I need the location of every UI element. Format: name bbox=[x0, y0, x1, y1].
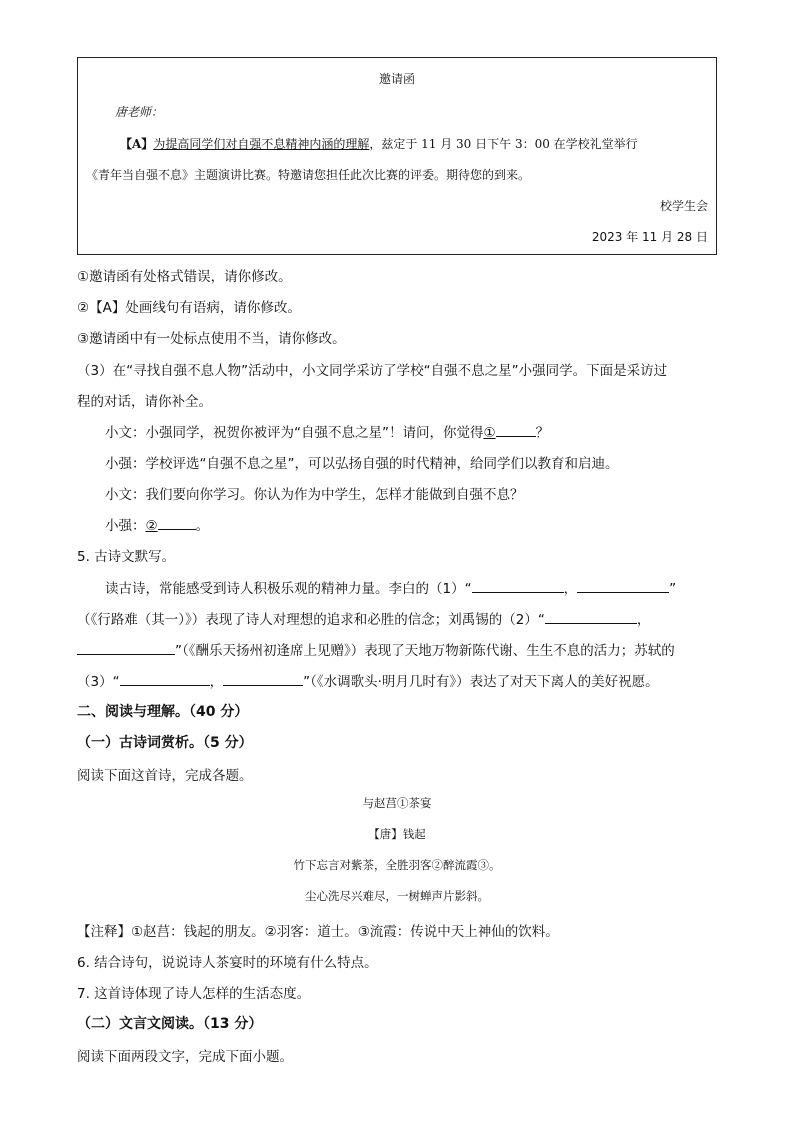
dialogue-2: 小强：学校评选“自强不息之星”，可以弘扬自强的时代精神，给同学们以教育和启迪。 bbox=[105, 456, 619, 472]
subsection2-heading: （二）文言文阅读。（13 分） bbox=[77, 1016, 263, 1032]
poem-blank-1a[interactable] bbox=[472, 578, 564, 593]
poem-blank-1b[interactable] bbox=[577, 578, 669, 593]
q3-line2: 程的对话，请你补全。 bbox=[77, 394, 212, 410]
invitation-body-line2: 《青年当自强不息》主题演讲比赛。特邀请您担任此次比赛的评委。期待您的到来。 bbox=[86, 168, 531, 182]
invitation-body-line1 bbox=[120, 135, 638, 152]
poem-line-1: 竹下忘言对紫茶，全胜羽客②醉流霞③。 bbox=[293, 858, 501, 872]
invitation-body1-rest: ，兹定于 11 月 30 日下午 3：00 在学校礼堂举行 bbox=[369, 137, 638, 151]
q5-comma-3: ， bbox=[209, 674, 224, 690]
subsection1-heading: （一）古诗词赏析。（5 分） bbox=[77, 735, 253, 751]
dialogue-1-mark: ① bbox=[483, 425, 496, 441]
poem-blank-3b[interactable] bbox=[223, 671, 303, 686]
q5-line4 bbox=[77, 670, 659, 690]
poem-blank-2a[interactable] bbox=[545, 609, 637, 624]
q5-line2 bbox=[77, 608, 650, 628]
question-7: 7. 这首诗体现了诗人怎样的生活态度。 bbox=[77, 986, 311, 1002]
poem-notes: 【注释】①赵莒：钱起的朋友。②羽客：道士。③流霞：传说中天上神仙的饮料。 bbox=[77, 924, 559, 940]
poem-line-2: 尘心洗尽兴难尽，一树蝉声片影斜。 bbox=[305, 889, 489, 903]
underlined-sentence: 为提高同学们对自强不息精神内涵的理解 bbox=[153, 137, 370, 151]
invitation-date: 2023 年 11 月 28 日 bbox=[591, 230, 708, 244]
q5-line1 bbox=[105, 577, 676, 597]
instruction-2: 阅读下面两段文字，完成下面小题。 bbox=[77, 1049, 293, 1065]
dialogue-4-text: 小强： bbox=[105, 518, 146, 534]
dialogue-1 bbox=[105, 421, 549, 441]
answer-blank-2[interactable] bbox=[158, 515, 196, 530]
q5-line3 bbox=[77, 639, 675, 659]
dialogue-4-end: 。 bbox=[195, 518, 210, 534]
dialogue-4 bbox=[105, 514, 209, 534]
poem-blank-3a[interactable] bbox=[120, 671, 210, 686]
q5-line3-text: ”（《酬乐天扬州初逢席上见赠》）表现了天地万物新陈代谢、生生不息的活力；苏轼的 bbox=[175, 643, 675, 659]
invitation-title: 邀请函 bbox=[378, 72, 415, 86]
task-2: ②【A】处画线句有语病，请你修改。 bbox=[77, 300, 301, 316]
q5-line4-start: （3）“ bbox=[77, 674, 120, 690]
q5-quote-end-1: ” bbox=[669, 581, 677, 597]
invitation-signature: 校学生会 bbox=[659, 199, 708, 213]
invitation-box bbox=[77, 57, 717, 255]
marker-a: 【A】 bbox=[120, 137, 154, 151]
section2-heading: 二、阅读与理解。（40 分） bbox=[77, 704, 249, 720]
dialogue-4-mark: ② bbox=[145, 518, 158, 534]
instruction-1: 阅读下面这首诗，完成各题。 bbox=[77, 768, 253, 784]
task-1: ①邀请函有处格式错误，请你修改。 bbox=[77, 269, 292, 285]
q5-comma-2: ， bbox=[636, 612, 651, 628]
dialogue-1-text: 小文：小强同学，祝贺你被评为“自强不息之星”！请问，你觉得 bbox=[105, 425, 484, 441]
poem-blank-2b[interactable] bbox=[77, 640, 175, 655]
q5-heading: 5. 古诗文默写。 bbox=[77, 549, 176, 565]
question-6: 6. 结合诗句，说说诗人茶宴时的环境有什么特点。 bbox=[77, 955, 378, 971]
q5-line1-text: 读古诗，常能感受到诗人积极乐观的精神力量。李白的（1）“ bbox=[105, 581, 472, 597]
poem-title: 与赵莒①茶宴 bbox=[362, 796, 432, 810]
dialogue-3: 小文：我们要向你学习。你认为作为中学生，怎样才能做到自强不息？ bbox=[105, 487, 524, 503]
dialogue-1-end: ？ bbox=[535, 425, 550, 441]
poem-author: 【唐】钱起 bbox=[368, 827, 426, 841]
q5-line4-text: ”（《水调歌头·明月几时有》）表达了对天下离人的美好祝愿。 bbox=[303, 674, 659, 690]
q5-comma-1: ， bbox=[563, 581, 578, 597]
answer-blank-1[interactable] bbox=[496, 422, 536, 437]
invitation-salutation: 唐老师： bbox=[115, 105, 164, 119]
q3-line1: （3）在“寻找自强不息人物”活动中，小文同学采访了学校“自强不息之星”小强同学。下面是采访过 bbox=[77, 363, 668, 379]
q5-line2-text: （《行路难（其一）》）表现了诗人对理想的追求和必胜的信念；刘禹锡的（2）“ bbox=[77, 612, 545, 628]
task-3: ③邀请函中有一处标点使用不当，请你修改。 bbox=[77, 331, 346, 347]
